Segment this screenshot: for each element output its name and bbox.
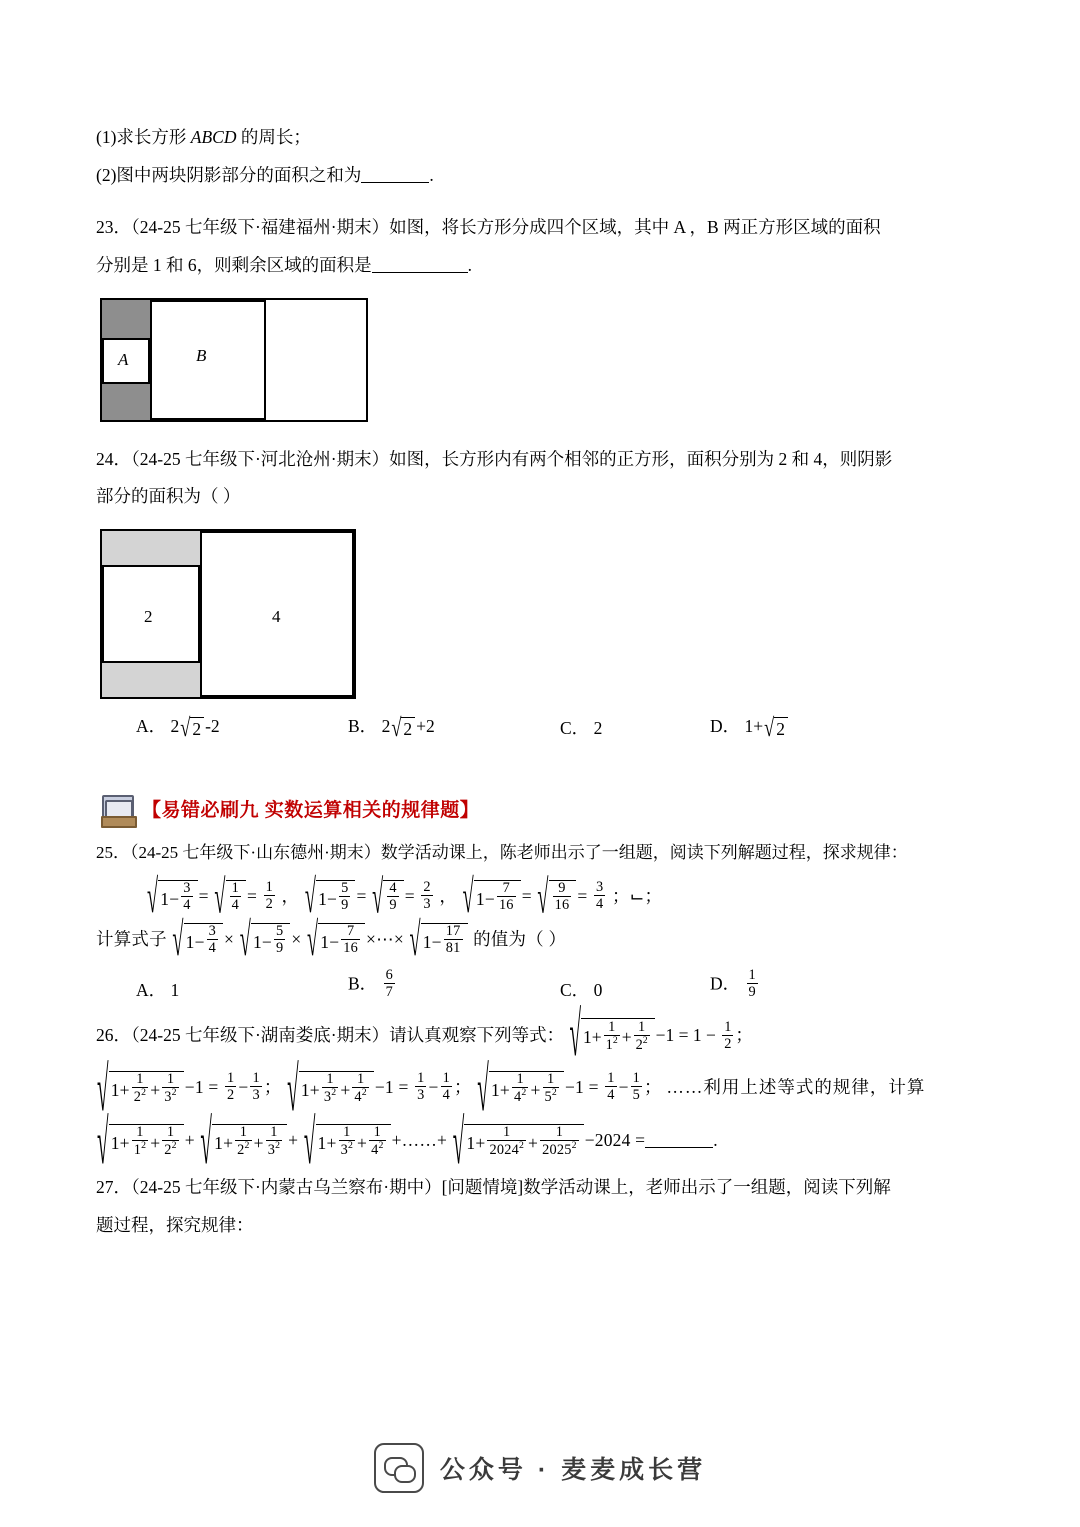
q23-number: 23． xyxy=(96,216,131,237)
q24-line2: 部分的面积为（ ） xyxy=(96,486,241,507)
question-26-final-expression: √ 1+ $\frac{1}{1^2}$ + $\frac{1}{2^2}$ + √ 1+ $\frac{1}{2^2}$ + $\frac{1}{3^2}$ + √ 1+ $\frac{1}{3^2}$ + $\frac{1}{4^2}$ +……+ √ 1+ $\frac{1}{2024^2}$ + $\frac{1}{2025^2}$ −2024 = . xyxy=(97,1104,718,1177)
option-b-key: B． xyxy=(348,716,378,737)
option-c[interactable] xyxy=(560,715,710,740)
option-c[interactable] xyxy=(560,977,710,1002)
question-23-line2 xyxy=(96,248,996,284)
figure-23-square-b xyxy=(150,300,266,420)
q27-source: （24-25 七年级下·内蒙古乌兰察布·期中） xyxy=(131,1176,442,1197)
option-a-key: A． xyxy=(136,716,167,737)
option-b[interactable] xyxy=(348,713,560,742)
figure-24-label-small: 2 xyxy=(144,607,153,627)
question-26-line1: 26．（24-25 七年级下·湖南娄底·期末）请认真观察下列等式： √ 1+ $\frac{1}{1^2}$ + $\frac{1}{2^2}$ −1 = 1 − $\frac{1}{2}$ ； xyxy=(96,999,753,1072)
question-23-line1 xyxy=(96,210,996,246)
q23-source: （24-25 七年级下·福建福州·期末） xyxy=(131,216,390,237)
q25-line2-suffix: 的值为（ ） xyxy=(473,928,567,949)
q27-text: [问题情境]数学活动课上，老师出示了一组题，阅读下列解 xyxy=(441,1176,891,1197)
option-a[interactable] xyxy=(136,713,348,742)
question-27-line1 xyxy=(96,1170,996,1206)
option-c-key: C． xyxy=(560,979,590,1000)
question-25-options xyxy=(136,966,996,1002)
option-a-key: A． xyxy=(136,979,167,1000)
footer-watermark xyxy=(0,1443,1080,1493)
q23-line2-prefix: 分别是 1 和 6，则剩余区域的面积是 xyxy=(96,254,372,275)
q26-text: 请认真观察下列等式： xyxy=(389,1024,565,1045)
q24-text: 如图，长方形内有两个相邻的正方形，面积分别为 2 和 4，则阴影 xyxy=(389,448,893,469)
question-25-line2: 计算式子 √ 1− $\frac{3}{4}$ × √ 1− $\frac{5}{9}$ × √ 1− $\frac{7}{16}$ ×⋯× √ 1− $\frac{17}{81}$ 的值为（ ） xyxy=(96,914,567,967)
section-banner xyxy=(100,792,996,826)
option-b-value: $\frac{6}{7}$ xyxy=(385,966,393,1001)
question-24-options xyxy=(136,713,996,742)
option-c-value: 0 xyxy=(593,979,603,1000)
figure-24-shaded-top xyxy=(102,531,200,565)
q27-line2: 题过程，探究规律： xyxy=(96,1214,254,1235)
option-d-value: 1+ √ 2 xyxy=(745,716,789,736)
q21-part1-suffix: 的周长； xyxy=(236,127,311,147)
q26-eq0-radical: √ 1+ $\frac{1}{1^2}$ + $\frac{1}{2^2}$ xyxy=(569,1018,654,1056)
q24-source: （24-25 七年级下·河北沧州·期末） xyxy=(131,448,390,469)
question-25-formula-row: √ 1− $\frac{3}{4}$ = √ $\frac{1}{4}$ = $\frac{1}{2}$ ， √ 1− $\frac{5}{9}$ = √ $\frac{4}{9}$ = $\frac{2}{3}$ ， √ 1− $\frac{7}{16}$ = √ $\frac{9}{16}$ = $\frac{3}{4}$ ；⌙； xyxy=(147,871,663,924)
option-c-text: 2 xyxy=(593,717,603,738)
figure-24-shaded-bottom xyxy=(102,663,200,697)
answer-blank[interactable] xyxy=(361,167,429,183)
q23-line2-suffix: . xyxy=(467,254,472,275)
figure-question-23 xyxy=(100,298,372,426)
book-icon xyxy=(100,792,134,826)
option-d[interactable] xyxy=(710,713,922,742)
q25-source: （24-25 七年级下·山东德州·期末） xyxy=(130,842,381,862)
question-21-part1 xyxy=(96,120,996,156)
figure-23-shaded-top xyxy=(102,300,150,338)
option-d[interactable] xyxy=(710,966,922,1002)
figure-question-24 xyxy=(100,529,460,707)
question-27-line2 xyxy=(96,1208,996,1244)
option-b-value: 2 √ 2 +2 xyxy=(381,713,435,742)
q26-tail: ……利用上述等式的规律，计算 xyxy=(666,1076,926,1097)
q21-part2-prefix: (2)图中两块阴影部分的面积之和为 xyxy=(96,164,362,185)
option-d-key: D． xyxy=(710,973,741,994)
answer-blank[interactable] xyxy=(645,1132,713,1148)
q26-source: （24-25 七年级下·湖南娄底·期末） xyxy=(131,1024,390,1045)
q21-part1-italic: ABCD xyxy=(190,127,237,147)
section-banner-title: 【易错必刷九 实数运算相关的规律题】 xyxy=(142,800,480,822)
figure-23-shaded-bottom xyxy=(102,384,150,420)
option-a-value: 1 xyxy=(170,979,180,1000)
question-24-line2 xyxy=(96,479,996,515)
option-d-value: $\frac{1}{9}$ xyxy=(748,966,756,1001)
q23-text: 如图，将长方形分成四个区域，其中 A ，B 两正方形区域的面积 xyxy=(389,216,881,237)
q24-number: 24． xyxy=(96,448,131,469)
option-a-value: 2 √ 2 -2 xyxy=(170,713,220,742)
wechat-icon xyxy=(374,1443,424,1493)
q25-number: 25． xyxy=(96,842,130,862)
q21-part1-prefix: (1)求长方形 xyxy=(96,127,191,147)
answer-blank[interactable] xyxy=(372,257,468,273)
figure-23-label-a: A xyxy=(118,349,129,369)
option-b[interactable] xyxy=(348,966,560,1002)
figure-24-label-large: 4 xyxy=(272,607,281,627)
question-21-part2 xyxy=(96,158,996,194)
q25-text: 数学活动课上，陈老师出示了一组题，阅读下列解题过程，探求规律： xyxy=(380,842,908,862)
question-26-equations: √ 1+ $\frac{1}{2^2}$ + $\frac{1}{3^2}$ −1 = $\frac{1}{2}$ − $\frac{1}{3}$ ； √ 1+ $\frac{1}{3^2}$ + $\frac{1}{4^2}$ −1 = $\frac{1}{3}$ − $\frac{1}{4}$ ； √ 1+ $\frac{1}{4^2}$ + $\frac{1}{5^2}$ −1 = $\frac{1}{4}$ − $\frac{1}{5}$ ； ……利用上述等式的规律，计算 xyxy=(97,1051,926,1124)
q27-number: 27． xyxy=(96,1176,131,1197)
page-content xyxy=(96,120,996,1246)
option-b-key: B． xyxy=(348,973,378,994)
footer-text: 公众号 · 麦麦成长营 xyxy=(439,1456,707,1484)
option-c-key: C． xyxy=(560,717,590,738)
option-d-key: D． xyxy=(710,716,741,737)
q25-line2-prefix: 计算式子 xyxy=(96,928,167,949)
q26-number: 26． xyxy=(96,1024,131,1045)
q21-part2-suffix: . xyxy=(429,164,434,185)
question-24-line1 xyxy=(96,442,996,478)
figure-23-label-b: B xyxy=(196,345,207,365)
